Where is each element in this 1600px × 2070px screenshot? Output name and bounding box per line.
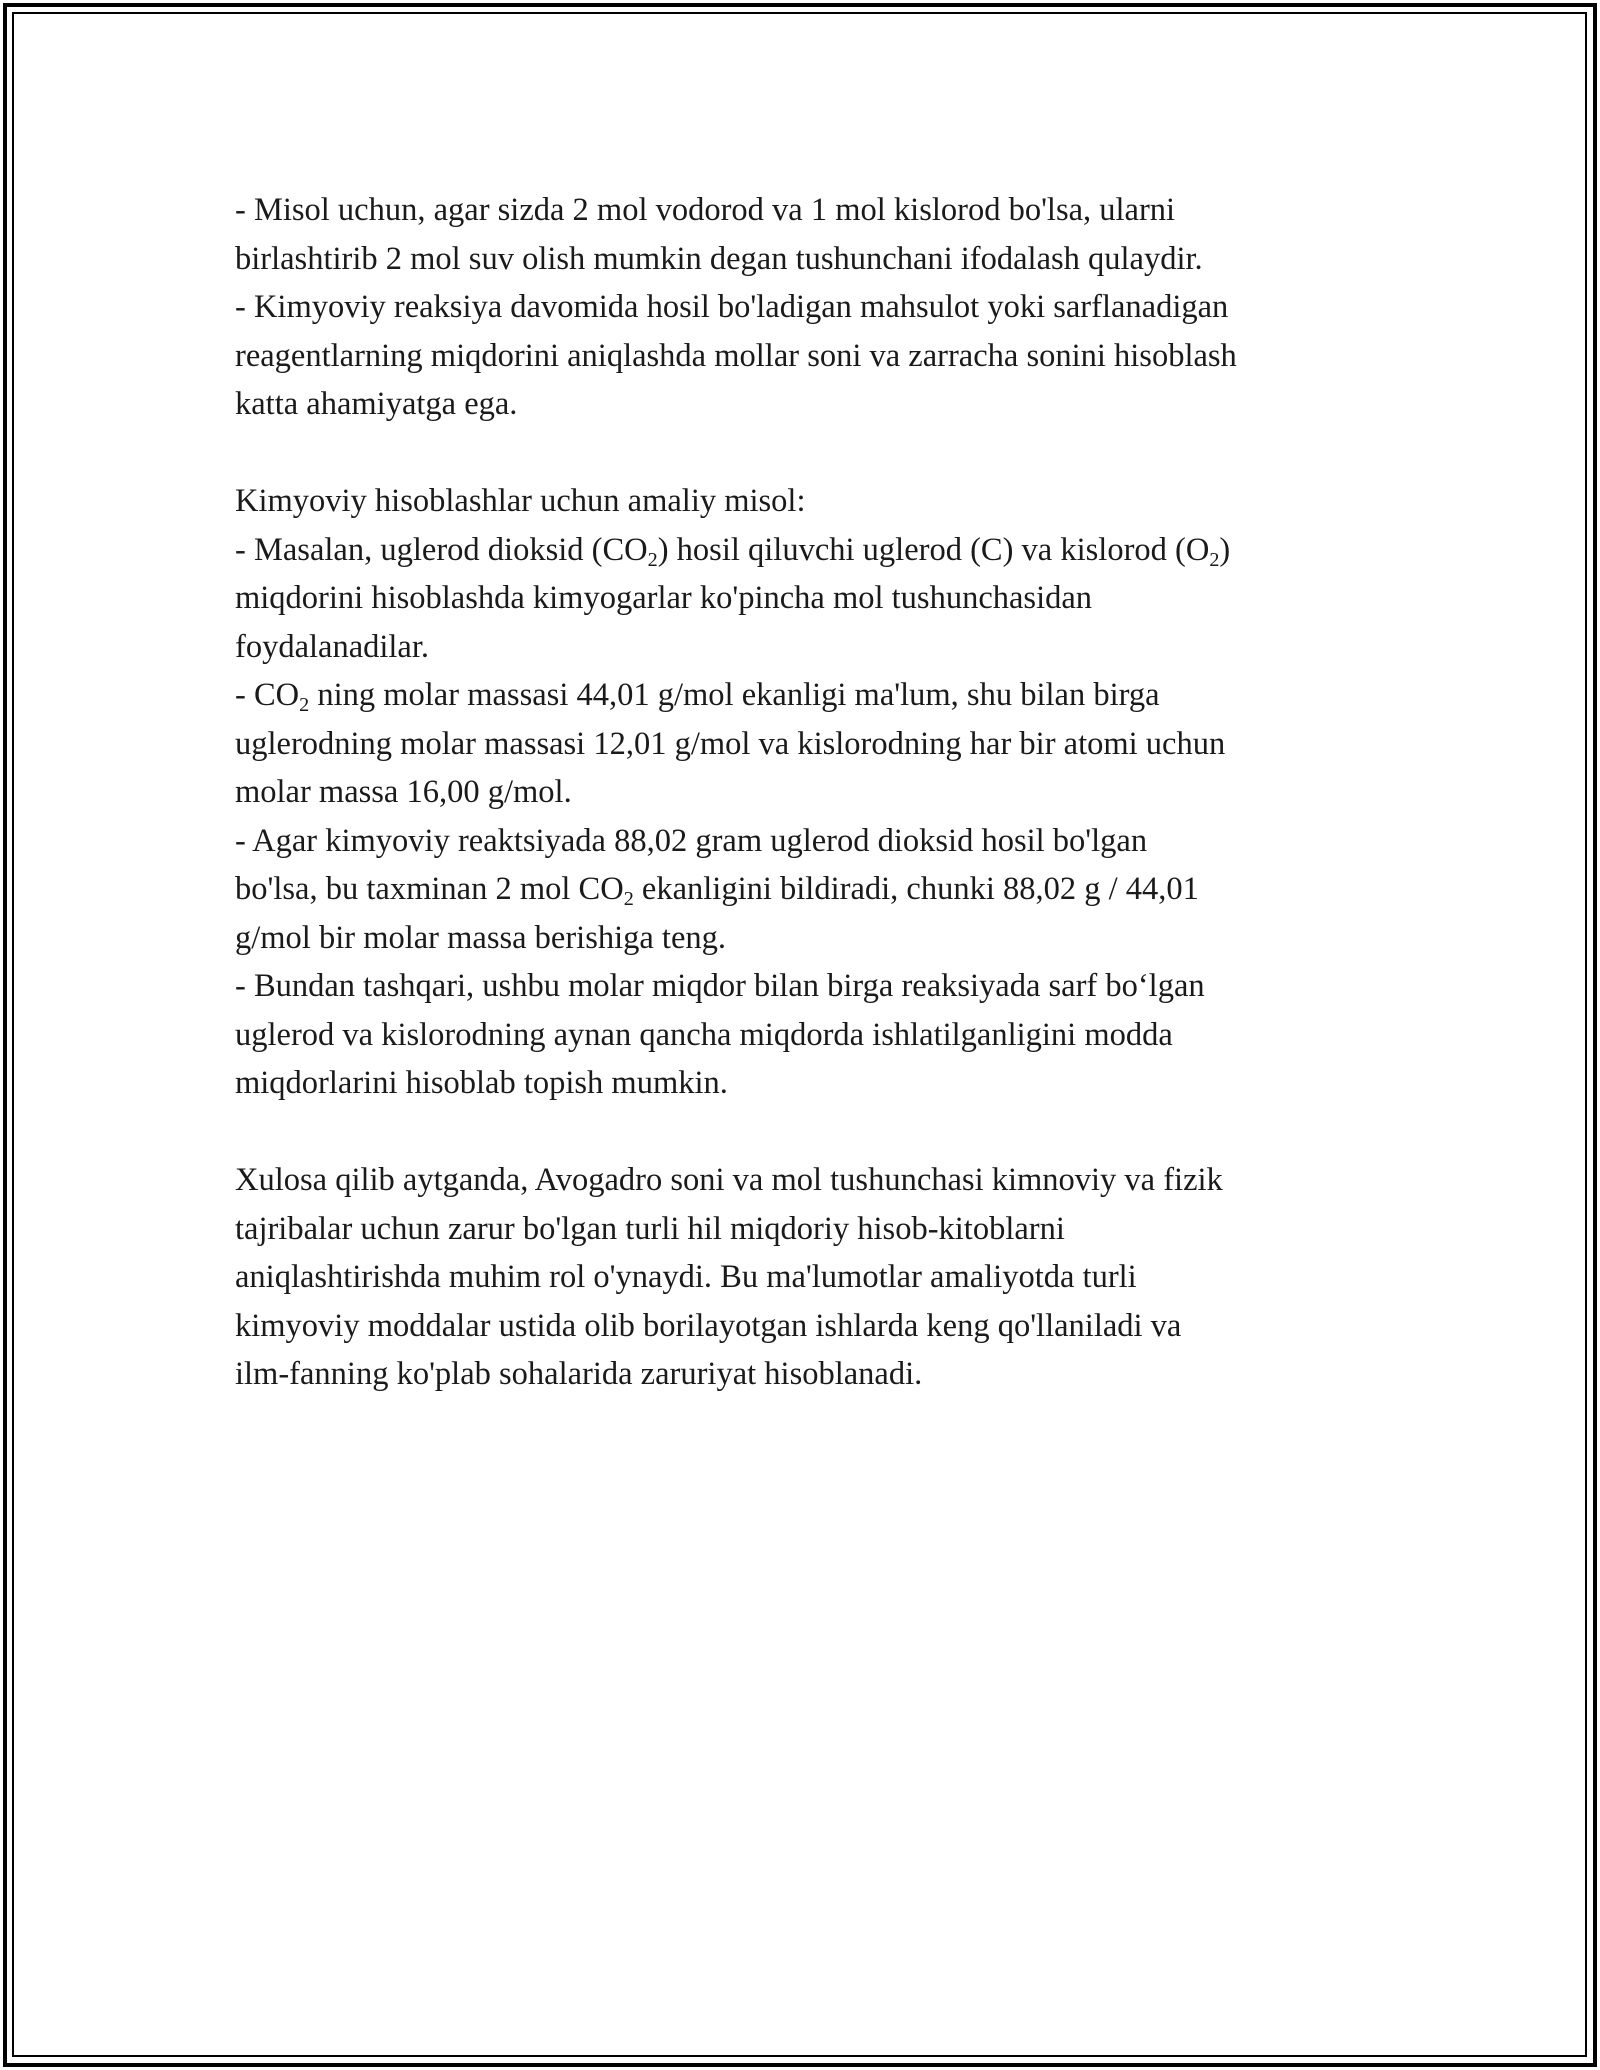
text-line: Xulosa qilib aytganda, Avogadro soni va mol tushunchasi kimnoviy va fizik bbox=[235, 1162, 1223, 1198]
text-line: - Masalan, uglerod dioksid $(CO_2)$ hosil qiluvchi uglerod (C) va kislorod $(O_2)$ bbox=[235, 531, 1231, 571]
section-heading-line: Kimyoviy hisoblashlar uchun amaliy misol: bbox=[235, 483, 806, 519]
document-body bbox=[235, 186, 1405, 1399]
paragraph-spacer bbox=[235, 1108, 1405, 1157]
text-line: birlashtirib 2 mol suv olish mumkin degan tushunchani ifodalash qulaydir. bbox=[235, 240, 1203, 277]
text-line: foydalanadilar. bbox=[235, 628, 430, 665]
text-line: aniqlashtirishda muhim rol o'ynaydi. Bu ma'lumotlar amaliyotda turli bbox=[235, 1259, 1137, 1295]
text-line: ilm-fanning ko'plab sohalarida zaruriyat hisoblanadi. bbox=[235, 1356, 923, 1392]
text-line: - Bundan tashqari, ushbu molar miqdor bilan birga reaksiyada sarf bo‘lgan bbox=[235, 968, 1205, 1004]
text-line: bo'lsa, bu taxminan 2 mol $CO_2$ ekanligini bildiradi, chunki 88,02 g / 44,01 bbox=[235, 871, 1199, 911]
text-line: katta ahamiyatga ega. bbox=[235, 386, 518, 422]
paragraph-practical-example bbox=[235, 477, 1405, 1108]
text-line: uglerodning molar massasi 12,01 g/mol va kislorodning har bir atomi uchun bbox=[235, 725, 1226, 762]
text-line: tajribalar uchun zarur bo'lgan turli hil miqdoriy hisob-kitoblarni bbox=[235, 1210, 1065, 1247]
text-line: miqdorini hisoblashda kimyogarlar ko'pincha mol tushunchasidan bbox=[235, 580, 1093, 616]
text-line: miqdorlarini hisoblab topish mumkin. bbox=[235, 1065, 728, 1101]
text-line: g/mol bir molar massa berishiga teng. bbox=[235, 919, 727, 956]
paragraph-conclusion bbox=[235, 1156, 1405, 1399]
paragraph-spacer bbox=[235, 429, 1405, 478]
paragraph-intro-examples bbox=[235, 186, 1405, 429]
text-line: - Agar kimyoviy reaktsiyada 88,02 gram uglerod dioksid hosil bo'lgan bbox=[235, 822, 1148, 859]
text-line: - Misol uchun, agar sizda 2 mol vodorod va 1 mol kislorod bo'lsa, ularni bbox=[235, 192, 1176, 228]
text-line: reagentlarning miqdorini aniqlashda mollar soni va zarracha sonini hisoblash bbox=[235, 337, 1237, 374]
text-line: uglerod va kislorodning aynan qancha miqdorda ishlatilganligini modda bbox=[235, 1016, 1173, 1053]
text-line: kimyoviy moddalar ustida olib borilayotgan ishlarda keng qo'llaniladi va bbox=[235, 1307, 1182, 1344]
text-line: molar massa 16,00 g/mol. bbox=[235, 774, 572, 810]
text-line: - Kimyoviy reaksiya davomida hosil bo'ladigan mahsulot yoki sarflanadigan bbox=[235, 289, 1229, 325]
text-line: - $CO_2$ ning molar massasi 44,01 g/mol ekanligi ma'lum, shu bilan birga bbox=[235, 677, 1160, 717]
